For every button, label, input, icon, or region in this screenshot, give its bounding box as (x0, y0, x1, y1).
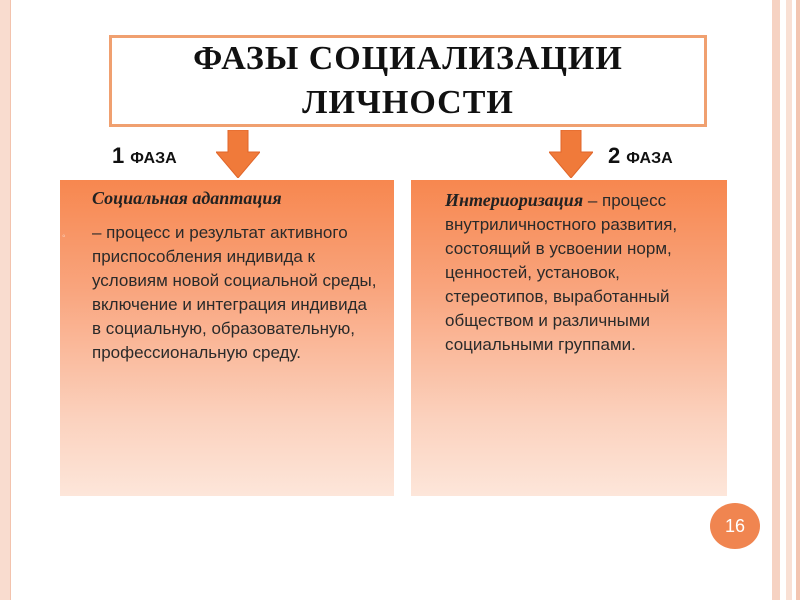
phase-1-term: Социальная адаптация (92, 188, 282, 208)
phase-1-label (112, 143, 177, 169)
phase-2-card (411, 180, 727, 496)
phase-2-number: 2 (608, 143, 621, 168)
down-arrow-icon (549, 130, 593, 178)
phase-2-word: ФАЗА (626, 150, 673, 167)
phase-1-card (60, 180, 394, 496)
bullet-marker-icon: ◦ (62, 231, 66, 242)
right-decor-stripe (786, 0, 792, 600)
page-number-badge: 16 (710, 503, 760, 549)
phase-1-word: ФАЗА (130, 150, 177, 167)
phase-1-number: 1 (112, 143, 125, 168)
right-decor-stripe (796, 0, 800, 600)
down-arrow-icon (216, 130, 260, 178)
phase-2-description: – процесс внутриличностного развития, состоящий в усвоении норм, ценностей, установок, стереотипов, выработанный обществом и различными социальными группами. (445, 191, 678, 354)
phase-2-text (445, 188, 715, 357)
phase-2-label (608, 143, 673, 169)
slide-title: ФАЗЫ СОЦИАЛИЗАЦИИ ЛИЧНОСТИ (193, 40, 623, 121)
right-decor-stripe (772, 0, 780, 600)
phase-1-description: – процесс и результат активного приспособления индивида к условиям новой социальной среды, включение и интеграция индивида в социальную, образовательную, профессиональную среду. (92, 223, 377, 362)
left-decor-stripe (0, 0, 11, 600)
phase-2-term: Интериоризация (445, 190, 584, 210)
title-box (109, 35, 707, 127)
